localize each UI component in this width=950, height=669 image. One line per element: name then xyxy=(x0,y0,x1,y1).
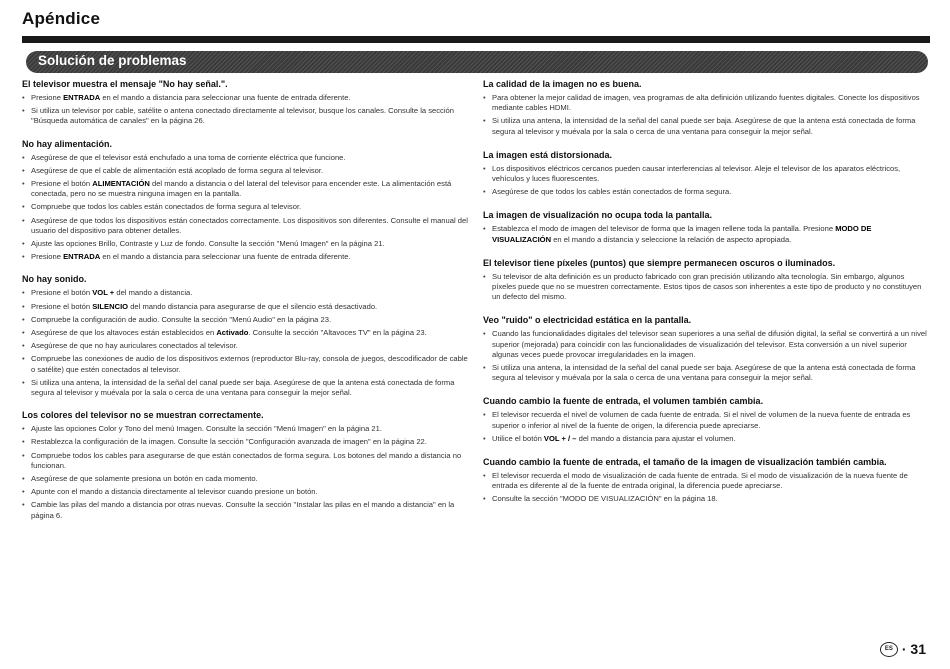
body-text: Asegúrese de que todos los dispositivos están conectados correctamente. Los dispositivos son diferentes. Consulte el manual del usuario del dispositivo para obtener detalles. xyxy=(31,215,468,235)
solution-item xyxy=(483,363,930,383)
header-rule xyxy=(22,36,930,43)
left-column xyxy=(22,78,470,532)
solution-list xyxy=(483,410,930,444)
body-text: Ajuste las opciones Brillo, Contraste y Luz de fondo. Consulte la sección "Menú Imagen" en la página 21. xyxy=(31,239,385,249)
emphasis-text: MODO DE VISUALIZACIÓN xyxy=(492,224,872,244)
solution-item xyxy=(483,272,930,303)
solution-list xyxy=(22,153,470,263)
page-title: Apéndice xyxy=(22,9,101,28)
solution-item xyxy=(483,471,930,491)
emphasis-text: ENTRADA xyxy=(63,93,101,102)
body-text: . Consulte la sección "Altavoces TV" en la página 23. xyxy=(248,328,427,338)
body-text: Compruebe que todos los cables están conectados de forma segura al televisor. xyxy=(31,202,302,212)
emphasis-text: ALIMENTACIÓN xyxy=(92,179,150,189)
solution-item xyxy=(22,106,470,126)
body-text: Si utiliza un televisor por cable, satélite o antena conectado directamente al televisor, busque los canales. Consulte la sección "Búsqueda automática de canales" en la página 26. xyxy=(31,106,454,126)
problem-heading: La imagen está distorsionada. xyxy=(483,149,613,160)
trouble-block xyxy=(483,395,930,444)
body-text: del mando a distancia. xyxy=(114,288,193,298)
solution-list xyxy=(22,424,470,521)
trouble-block xyxy=(483,314,930,383)
body-text: Cambie las pilas del mando a distancia por otras nuevas. Consulte la sección "Instalar las pilas en el mando a distancia" en la página 6. xyxy=(31,500,455,520)
trouble-block xyxy=(483,456,930,505)
solution-item xyxy=(22,216,470,236)
body-text: Presione xyxy=(31,93,64,102)
body-text: en el mando a distancia para seleccionar una fuente de entrada diferente. xyxy=(100,93,351,102)
emphasis-text: Activado xyxy=(216,328,249,338)
solution-item xyxy=(22,424,470,434)
solution-list xyxy=(483,329,930,383)
problem-heading: El televisor tiene píxeles (puntos) que siempre permanecen oscuros o iluminados. xyxy=(483,257,836,268)
problem-heading: La calidad de la imagen no es buena. xyxy=(483,79,642,89)
problem-heading: La imagen de visualización no ocupa toda la pantalla. xyxy=(483,210,713,221)
trouble-block xyxy=(483,78,930,137)
problem-heading: Cuando cambio la fuente de entrada, el tamaño de la imagen de visualización también cambia. xyxy=(483,457,887,468)
solution-item xyxy=(22,328,470,338)
body-text: Si utiliza una antena, la intensidad de la señal del canal puede ser baja. Asegúrese de que la antena está conectada de forma segura al televisor y muévala por la sala o cerca de una ventana para conseguir la mejor señal. xyxy=(492,363,916,383)
solution-item xyxy=(22,302,470,312)
solution-item xyxy=(483,164,930,184)
solution-item xyxy=(22,252,470,262)
body-text: Si utiliza una antena, la intensidad de la señal del canal puede ser baja. Asegúrese de que la antena está conectada de forma segura al televisor y muévala por la sala o cerca de una ventana para conseguir la mejor señal. xyxy=(31,377,455,398)
body-text: Su televisor de alta definición es un producto fabricado con gran precisión utilizando alta tecnología. Sin embargo, algunos píxeles puede que no se muestren correctamente. Estos tipos de casos son inherentes a este tipo de producto y no constituyen un defecto del mismo. xyxy=(492,271,922,302)
trouble-block xyxy=(22,138,470,263)
body-text: Consulte la sección "MODO DE VISUALIZACIÓN" en la página 18. xyxy=(492,494,718,504)
solution-item xyxy=(22,437,470,447)
solution-item xyxy=(483,494,930,504)
solution-item xyxy=(22,487,470,497)
body-text: Presione el botón xyxy=(31,301,93,311)
solution-list xyxy=(483,224,930,244)
page-footer xyxy=(880,641,926,657)
body-text: Presione el botón xyxy=(31,288,93,298)
body-text: Ajuste las opciones Color y Tono del menú Imagen. Consulte la sección "Menú Imagen" en la página 21. xyxy=(31,424,382,434)
trouble-block xyxy=(22,409,470,521)
body-text: Compruebe la configuración de audio. Consulte la sección "Menú Audio" en la página 23. xyxy=(31,314,332,324)
solution-item xyxy=(483,93,930,113)
body-text: del mando distancia para asegurarse de que el silencio está desactivado. xyxy=(128,301,378,311)
body-text: Asegúrese de que no hay auriculares conectados al televisor. xyxy=(31,341,238,351)
body-text: Presione xyxy=(31,252,64,262)
solution-item xyxy=(22,239,470,249)
body-text: Asegúrese de que solamente presiona un botón en cada momento. xyxy=(31,474,258,484)
trouble-block xyxy=(483,257,930,303)
emphasis-text: SILENCIO xyxy=(92,301,129,311)
solution-item xyxy=(22,354,470,374)
solution-list xyxy=(483,471,930,505)
body-text: El televisor recuerda el nivel de volumen de cada fuente de entrada. Si el nivel de volumen de la nueva fuente de entrada es superior o inferior al nivel de la fuente de origen, la diferencia puede apreciarse. xyxy=(492,410,911,430)
page-number: · 31 xyxy=(901,641,926,657)
body-text: en el mando a distancia para seleccionar una fuente de entrada diferente. xyxy=(100,252,351,262)
section-banner xyxy=(26,51,928,73)
problem-heading: Veo "ruido" o electricidad estática en la pantalla. xyxy=(483,315,692,326)
solution-item xyxy=(22,451,470,471)
trouble-block xyxy=(22,78,470,127)
solution-item xyxy=(22,202,470,212)
problem-heading: No hay sonido. xyxy=(22,274,87,285)
body-text: del mando a distancia para ajustar el volumen. xyxy=(576,433,736,443)
emphasis-text: VOL + / – xyxy=(543,433,577,443)
solution-list xyxy=(22,93,470,127)
problem-heading: El televisor muestra el mensaje "No hay señal.". xyxy=(22,79,228,89)
right-column xyxy=(483,78,930,517)
trouble-block xyxy=(483,209,930,244)
solution-list xyxy=(483,93,930,137)
solution-item xyxy=(483,410,930,430)
body-text: Asegúrese de que los altavoces están establecidos en xyxy=(31,328,217,338)
solution-item xyxy=(22,166,470,176)
body-text: Establezca el modo de imagen del televisor de forma que la imagen rellene toda la pantalla. Presione xyxy=(492,224,836,234)
body-text: Restablezca la configuración de la imagen. Consulte la sección "Configuración avanzada de imagen" en la página 22. xyxy=(31,437,427,447)
body-text: Asegúrese de que todos los cables están conectados de forma segura. xyxy=(492,187,732,197)
body-text: Para obtener la mejor calidad de imagen, vea programas de alta definición utilizando fuentes digitales. Conecte los dispositivos mediante cables HDMI. xyxy=(492,93,920,113)
body-text: Presione el botón xyxy=(31,179,93,189)
body-text: Si utiliza una antena, la intensidad de la señal del canal puede ser baja. Asegúrese de que la antena está conectada de forma segura al televisor y muévala por la sala o cerca de una ventana para conseguir la mejor señal. xyxy=(492,116,916,136)
body-text: Compruebe todos los cables para asegurarse de que están conectados de forma segura. Los botones del mando a distancia no funcionan. xyxy=(31,450,462,470)
solution-item xyxy=(22,315,470,325)
solution-item xyxy=(22,500,470,520)
trouble-block xyxy=(22,273,470,398)
solution-item xyxy=(22,288,470,298)
problem-heading: Los colores del televisor no se muestran correctamente. xyxy=(22,410,264,421)
solution-item xyxy=(22,179,470,199)
body-text: Asegúrese de que el televisor está enchufado a una toma de corriente eléctrica que funcione. xyxy=(31,152,346,162)
solution-item xyxy=(22,378,470,398)
body-text: Los dispositivos eléctricos cercanos pueden causar interferencias al televisor. Aleje el televisor de los aparatos eléctricos, vehículos y luces fluorescentes. xyxy=(492,163,901,184)
solution-item xyxy=(483,434,930,444)
problem-heading: Cuando cambio la fuente de entrada, el volumen también cambia. xyxy=(483,396,764,407)
section-title: Solución de problemas xyxy=(38,53,187,68)
body-text: del mando a distancia o del lateral del televisor para encender este. La alimentación está conectada, pero no se muestra ninguna imagen en la pantalla. xyxy=(31,179,452,199)
body-text: en el mando a distancia y seleccione la relación de aspecto apropiada. xyxy=(551,234,792,244)
solution-item xyxy=(22,474,470,484)
solution-item xyxy=(483,116,930,136)
solution-item xyxy=(483,224,930,244)
solution-list xyxy=(483,164,930,198)
solution-item xyxy=(22,93,470,103)
solution-item xyxy=(483,329,930,360)
problem-heading: No hay alimentación. xyxy=(22,138,113,149)
solution-item xyxy=(22,153,470,163)
body-text: Asegúrese de que el cable de alimentación está acoplado de forma segura al televisor. xyxy=(31,165,324,175)
trouble-block xyxy=(483,149,930,198)
body-text: Compruebe las conexiones de audio de los dispositivos externos (reproductor Blu-ray, consola de juegos, descodificador de cable o satélite) que estén conectados al televisor. xyxy=(31,354,468,374)
solution-list xyxy=(22,288,470,398)
body-text: Utilice el botón xyxy=(492,433,544,443)
solution-item xyxy=(483,187,930,197)
body-text: Cuando las funcionalidades digitales del televisor sean superiores a una señal de difusión digital, la señal se convertirá a un nivel superior (mejorada) para coincidir con las funcionalidades de visualización del televisor. Esta conversión a un nivel superior algunas veces puede provocar irregularidades en la imagen. xyxy=(492,329,927,359)
emphasis-text: ENTRADA xyxy=(63,252,101,262)
body-text: El televisor recuerda el modo de visualización de cada fuente de entrada. Si el modo de visualización de la nueva fuente de entrada es diferente al de la fuente de entrada original, la diferencia puede apreciarse. xyxy=(492,471,908,491)
body-text: Apunte con el mando a distancia directamente al televisor cuando presione un botón. xyxy=(31,487,318,497)
solution-item xyxy=(22,341,470,351)
emphasis-text: VOL + xyxy=(92,288,115,298)
es-language-icon: ES xyxy=(880,642,898,657)
solution-list xyxy=(483,272,930,303)
